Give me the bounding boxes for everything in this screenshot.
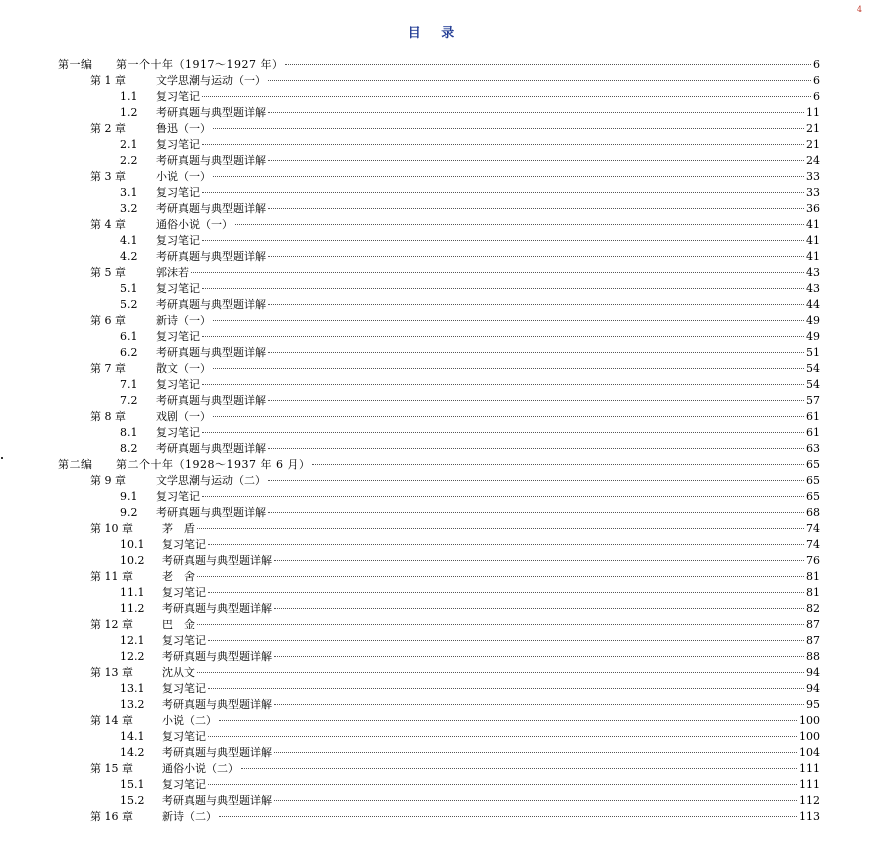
scan-mark xyxy=(1,457,3,459)
toc-entry-page: 87 xyxy=(806,634,820,647)
toc-entry-page: 11 xyxy=(806,106,820,119)
toc-entry-number: 第 16 章 xyxy=(90,810,133,823)
toc-entry-page: 88 xyxy=(806,650,820,663)
dot-leader xyxy=(213,320,804,321)
toc-section-entry[interactable] xyxy=(58,745,820,761)
toc-section-entry[interactable] xyxy=(58,489,820,505)
toc-entry-page: 57 xyxy=(806,394,820,407)
table-of-contents xyxy=(58,57,820,825)
dot-leader xyxy=(268,304,804,305)
toc-entry-number: 第 6 章 xyxy=(90,314,126,327)
dot-leader xyxy=(213,176,804,177)
toc-section-entry[interactable] xyxy=(58,281,820,297)
toc-entry-page: 6 xyxy=(813,90,820,103)
toc-entry-title: 考研真题与典型题详解 xyxy=(162,554,272,567)
toc-entry-number: 2.1 xyxy=(120,138,138,151)
dot-leader xyxy=(208,736,797,737)
toc-entry-page: 111 xyxy=(799,778,820,791)
toc-entry-title: 鲁迅（一） xyxy=(156,122,211,135)
toc-chapter-entry[interactable] xyxy=(58,169,820,185)
toc-chapter-entry[interactable] xyxy=(58,473,820,489)
toc-entry-number: 13.1 xyxy=(120,682,145,695)
dot-leader xyxy=(219,816,797,817)
toc-chapter-entry[interactable] xyxy=(58,73,820,89)
dot-leader xyxy=(208,544,804,545)
toc-entry-number: 第 4 章 xyxy=(90,218,126,231)
toc-chapter-entry[interactable] xyxy=(58,569,820,585)
toc-entry-page: 54 xyxy=(806,378,820,391)
toc-entry-page: 65 xyxy=(806,474,820,487)
toc-entry-number: 6.1 xyxy=(120,330,138,343)
dot-leader xyxy=(268,256,804,257)
toc-entry-number: 第 5 章 xyxy=(90,266,126,279)
toc-entry-title: 小说（二） xyxy=(162,714,217,727)
toc-entry-number: 第 14 章 xyxy=(90,714,133,727)
toc-chapter-entry[interactable] xyxy=(58,265,820,281)
toc-entry-title: 复习笔记 xyxy=(156,138,200,151)
toc-entry-title: 复习笔记 xyxy=(156,186,200,199)
toc-chapter-entry[interactable] xyxy=(58,521,820,537)
toc-entry-number: 8.2 xyxy=(120,442,138,455)
toc-entry-page: 95 xyxy=(806,698,820,711)
toc-entry-number: 第 10 章 xyxy=(90,522,133,535)
toc-entry-page: 33 xyxy=(806,170,820,183)
dot-leader xyxy=(202,96,811,97)
dot-leader xyxy=(268,80,811,81)
toc-entry-number: 第 8 章 xyxy=(90,410,126,423)
dot-leader xyxy=(197,672,804,673)
toc-entry-page: 54 xyxy=(806,362,820,375)
toc-entry-title: 第一个十年（1917～1927 年） xyxy=(116,58,284,71)
toc-section-entry[interactable] xyxy=(58,201,820,217)
dot-leader xyxy=(235,224,804,225)
dot-leader xyxy=(241,768,797,769)
dot-leader xyxy=(202,240,804,241)
toc-entry-title: 新诗（一） xyxy=(156,314,211,327)
toc-section-entry[interactable] xyxy=(58,377,820,393)
dot-leader xyxy=(197,576,804,577)
toc-entry-title: 考研真题与典型题详解 xyxy=(156,506,266,519)
toc-chapter-entry[interactable] xyxy=(58,217,820,233)
toc-entry-page: 43 xyxy=(806,282,820,295)
toc-entry-number: 14.2 xyxy=(120,746,145,759)
toc-entry-number: 1.1 xyxy=(120,90,138,103)
toc-entry-page: 61 xyxy=(806,410,820,423)
toc-entry-title: 考研真题与典型题详解 xyxy=(162,746,272,759)
dot-leader xyxy=(268,480,804,481)
dot-leader xyxy=(202,384,804,385)
toc-entry-number: 11.1 xyxy=(120,586,145,599)
dot-leader xyxy=(208,784,797,785)
toc-chapter-entry[interactable] xyxy=(58,409,820,425)
toc-entry-page: 33 xyxy=(806,186,820,199)
toc-entry-number: 9.2 xyxy=(120,506,138,519)
toc-entry-title: 复习笔记 xyxy=(156,330,200,343)
toc-entry-title: 考研真题与典型题详解 xyxy=(162,698,272,711)
toc-entry-title: 文学思潮与运动（一） xyxy=(156,74,266,87)
toc-entry-number: 12.1 xyxy=(120,634,145,647)
toc-entry-page: 51 xyxy=(806,346,820,359)
toc-section-entry[interactable] xyxy=(58,137,820,153)
dot-leader xyxy=(274,800,797,801)
toc-entry-page: 81 xyxy=(806,586,820,599)
toc-entry-number: 第 7 章 xyxy=(90,362,126,375)
toc-section-entry[interactable] xyxy=(58,297,820,313)
toc-entry-number: 11.2 xyxy=(120,602,145,615)
toc-entry-page: 6 xyxy=(813,58,820,71)
toc-entry-page: 82 xyxy=(806,602,820,615)
toc-section-entry[interactable] xyxy=(58,393,820,409)
dot-leader xyxy=(268,208,804,209)
toc-entry-title: 通俗小说（一） xyxy=(156,218,233,231)
toc-entry-number: 4.1 xyxy=(120,234,138,247)
toc-entry-number: 第 15 章 xyxy=(90,762,133,775)
dot-leader xyxy=(213,368,804,369)
toc-chapter-entry[interactable] xyxy=(58,809,820,825)
toc-entry-number: 第 11 章 xyxy=(90,570,133,583)
dot-leader xyxy=(202,496,804,497)
toc-section-entry[interactable] xyxy=(58,153,820,169)
toc-entry-title: 考研真题与典型题详解 xyxy=(156,250,266,263)
toc-entry-number: 7.2 xyxy=(120,394,138,407)
toc-section-entry[interactable] xyxy=(58,505,820,521)
toc-entry-title: 复习笔记 xyxy=(162,586,206,599)
toc-entry-title: 复习笔记 xyxy=(156,234,200,247)
dot-leader xyxy=(208,640,804,641)
toc-entry-page: 113 xyxy=(799,810,820,823)
toc-entry-number: 第 3 章 xyxy=(90,170,126,183)
toc-entry-title: 复习笔记 xyxy=(156,426,200,439)
dot-leader xyxy=(274,560,804,561)
toc-entry-title: 考研真题与典型题详解 xyxy=(156,106,266,119)
toc-entry-page: 100 xyxy=(799,730,820,743)
dot-leader xyxy=(268,112,804,113)
toc-entry-number: 5.1 xyxy=(120,282,138,295)
toc-entry-page: 100 xyxy=(799,714,820,727)
toc-entry-page: 111 xyxy=(799,762,820,775)
toc-entry-page: 76 xyxy=(806,554,820,567)
toc-entry-number: 第 9 章 xyxy=(90,474,126,487)
toc-entry-number: 4.2 xyxy=(120,250,138,263)
toc-entry-title: 考研真题与典型题详解 xyxy=(156,346,266,359)
toc-entry-page: 49 xyxy=(806,314,820,327)
toc-entry-title: 考研真题与典型题详解 xyxy=(156,202,266,215)
dot-leader xyxy=(191,272,804,273)
dot-leader xyxy=(202,288,804,289)
toc-entry-number: 6.2 xyxy=(120,346,138,359)
dot-leader xyxy=(274,704,804,705)
dot-leader xyxy=(202,432,804,433)
dot-leader xyxy=(208,592,804,593)
toc-section-entry[interactable] xyxy=(58,233,820,249)
toc-entry-number: 9.1 xyxy=(120,490,138,503)
dot-leader xyxy=(197,528,804,529)
toc-section-entry[interactable] xyxy=(58,537,820,553)
toc-entry-page: 24 xyxy=(806,154,820,167)
toc-entry-title: 文学思潮与运动（二） xyxy=(156,474,266,487)
toc-entry-number: 1.2 xyxy=(120,106,138,119)
toc-entry-page: 61 xyxy=(806,426,820,439)
toc-entry-number: 第 13 章 xyxy=(90,666,133,679)
toc-entry-page: 94 xyxy=(806,666,820,679)
toc-section-entry[interactable] xyxy=(58,649,820,665)
toc-entry-title: 考研真题与典型题详解 xyxy=(162,650,272,663)
toc-section-entry[interactable] xyxy=(58,329,820,345)
toc-chapter-entry[interactable] xyxy=(58,665,820,681)
page-title: 目 录 xyxy=(407,26,463,41)
toc-entry-page: 6 xyxy=(813,74,820,87)
toc-entry-number: 第 2 章 xyxy=(90,122,126,135)
toc-entry-number: 14.1 xyxy=(120,730,145,743)
toc-entry-page: 74 xyxy=(806,538,820,551)
toc-entry-title: 复习笔记 xyxy=(162,634,206,647)
toc-section-entry[interactable] xyxy=(58,425,820,441)
toc-entry-page: 87 xyxy=(806,618,820,631)
toc-entry-page: 94 xyxy=(806,682,820,695)
toc-section-entry[interactable] xyxy=(58,697,820,713)
toc-section-entry[interactable] xyxy=(58,345,820,361)
toc-entry-title: 第二个十年（1928～1937 年 6 月） xyxy=(116,458,311,471)
toc-entry-page: 81 xyxy=(806,570,820,583)
toc-section-entry[interactable] xyxy=(58,105,820,121)
toc-entry-title: 沈从文 xyxy=(162,666,195,679)
toc-chapter-entry[interactable] xyxy=(58,713,820,729)
toc-chapter-entry[interactable] xyxy=(58,617,820,633)
toc-chapter-entry[interactable] xyxy=(58,761,820,777)
toc-entry-title: 复习笔记 xyxy=(162,682,206,695)
toc-entry-title: 小说（一） xyxy=(156,170,211,183)
dot-leader xyxy=(268,448,804,449)
toc-entry-number: 3.1 xyxy=(120,186,138,199)
toc-section-entry[interactable] xyxy=(58,585,820,601)
dot-leader xyxy=(268,400,804,401)
toc-entry-title: 通俗小说（二） xyxy=(162,762,239,775)
toc-entry-page: 44 xyxy=(806,298,820,311)
toc-entry-page: 21 xyxy=(806,138,820,151)
toc-entry-title: 老 舍 xyxy=(162,570,195,583)
toc-entry-title: 散文（一） xyxy=(156,362,211,375)
toc-entry-page: 65 xyxy=(806,458,820,471)
toc-entry-page: 68 xyxy=(806,506,820,519)
toc-entry-page: 74 xyxy=(806,522,820,535)
toc-entry-title: 复习笔记 xyxy=(162,538,206,551)
toc-entry-page: 43 xyxy=(806,266,820,279)
toc-entry-number: 2.2 xyxy=(120,154,138,167)
toc-entry-page: 112 xyxy=(799,794,820,807)
toc-entry-number: 15.2 xyxy=(120,794,145,807)
toc-section-entry[interactable] xyxy=(58,729,820,745)
page-number: 4 xyxy=(856,5,862,14)
dot-leader xyxy=(213,416,804,417)
toc-section-entry[interactable] xyxy=(58,793,820,809)
toc-entry-title: 考研真题与典型题详解 xyxy=(156,442,266,455)
dot-leader xyxy=(197,624,804,625)
toc-entry-number: 10.2 xyxy=(120,554,145,567)
toc-entry-title: 考研真题与典型题详解 xyxy=(162,794,272,807)
toc-section-entry[interactable] xyxy=(58,633,820,649)
dot-leader xyxy=(268,160,804,161)
toc-chapter-entry[interactable] xyxy=(58,121,820,137)
toc-entry-number: 3.2 xyxy=(120,202,138,215)
toc-section-entry[interactable] xyxy=(58,601,820,617)
toc-section-entry[interactable] xyxy=(58,441,820,457)
dot-leader xyxy=(285,64,811,65)
toc-entry-number: 13.2 xyxy=(120,698,145,711)
toc-entry-number: 5.2 xyxy=(120,298,138,311)
toc-part-entry[interactable] xyxy=(58,457,820,473)
dot-leader xyxy=(202,144,804,145)
toc-entry-number: 7.1 xyxy=(120,378,138,391)
toc-entry-number: 第一编 xyxy=(58,58,93,71)
toc-entry-title: 复习笔记 xyxy=(156,490,200,503)
dot-leader xyxy=(268,352,804,353)
toc-entry-title: 复习笔记 xyxy=(156,282,200,295)
dot-leader xyxy=(219,720,797,721)
dot-leader xyxy=(208,688,804,689)
toc-entry-number: 15.1 xyxy=(120,778,145,791)
dot-leader xyxy=(202,192,804,193)
dot-leader xyxy=(213,128,804,129)
toc-entry-title: 茅 盾 xyxy=(162,522,195,535)
toc-entry-page: 41 xyxy=(806,250,820,263)
toc-entry-page: 49 xyxy=(806,330,820,343)
toc-entry-number: 8.1 xyxy=(120,426,138,439)
toc-entry-page: 41 xyxy=(806,218,820,231)
toc-section-entry[interactable] xyxy=(58,89,820,105)
toc-entry-page: 63 xyxy=(806,442,820,455)
dot-leader xyxy=(274,608,804,609)
toc-entry-title: 考研真题与典型题详解 xyxy=(156,154,266,167)
toc-entry-title: 考研真题与典型题详解 xyxy=(156,298,266,311)
toc-part-entry[interactable] xyxy=(58,57,820,73)
toc-entry-page: 21 xyxy=(806,122,820,135)
toc-entry-title: 复习笔记 xyxy=(156,90,200,103)
toc-entry-page: 65 xyxy=(806,490,820,503)
toc-entry-title: 戏剧（一） xyxy=(156,410,211,423)
toc-entry-number: 第二编 xyxy=(58,458,93,471)
toc-entry-title: 考研真题与典型题详解 xyxy=(162,602,272,615)
toc-section-entry[interactable] xyxy=(58,185,820,201)
toc-entry-title: 巴 金 xyxy=(162,618,195,631)
toc-entry-title: 郭沫若 xyxy=(156,266,189,279)
dot-leader xyxy=(268,512,804,513)
dot-leader xyxy=(274,656,804,657)
toc-entry-number: 第 1 章 xyxy=(90,74,126,87)
toc-section-entry[interactable] xyxy=(58,249,820,265)
toc-entry-page: 36 xyxy=(806,202,820,215)
dot-leader xyxy=(202,336,804,337)
toc-entry-title: 复习笔记 xyxy=(162,778,206,791)
toc-entry-title: 复习笔记 xyxy=(156,378,200,391)
toc-entry-title: 考研真题与典型题详解 xyxy=(156,394,266,407)
toc-entry-number: 12.2 xyxy=(120,650,145,663)
toc-section-entry[interactable] xyxy=(58,777,820,793)
toc-entry-number: 10.1 xyxy=(120,538,145,551)
toc-section-entry[interactable] xyxy=(58,681,820,697)
toc-chapter-entry[interactable] xyxy=(58,361,820,377)
toc-chapter-entry[interactable] xyxy=(58,313,820,329)
toc-section-entry[interactable] xyxy=(58,553,820,569)
toc-entry-title: 复习笔记 xyxy=(162,730,206,743)
toc-entry-page: 41 xyxy=(806,234,820,247)
dot-leader xyxy=(274,752,797,753)
toc-entry-page: 104 xyxy=(799,746,820,759)
toc-entry-number: 第 12 章 xyxy=(90,618,133,631)
toc-entry-title: 新诗（二） xyxy=(162,810,217,823)
dot-leader xyxy=(312,464,804,465)
